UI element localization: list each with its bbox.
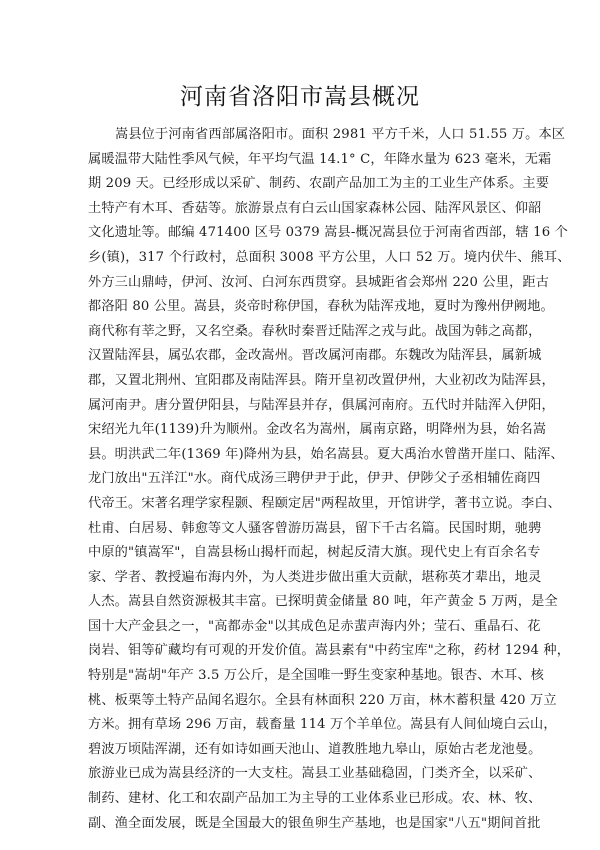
text-line: 特别是"嵩胡"年产 3.5 万公斤，是全国唯一野生变家种基地。银杏、木耳、核 [88,668,544,684]
text-line: 外方三山鼎峙，伊河、汝河、白河东西贯穿。县城距省会郑州 220 公里，距古 [88,274,550,290]
text-line: 土特产有木耳、香菇等。旅游景点有白云山国家森林公园、陆浑风景区、仰韶 [88,200,542,216]
text-line: 中原的"镇嵩军"，自嵩县杨山揭杆而起，树起反清大旗。现代史上有百余名专 [88,545,541,561]
text-line: 制药、建材、化工和农副产品加工为主导的工业体系业已形成。农、林、牧、 [88,791,542,807]
text-line: 方米。拥有草场 296 万亩，载畜量 114 万个羊单位。嵩县有人间仙境白云山， [88,717,557,733]
page-title: 河南省洛阳市嵩县概况 [180,84,420,110]
body-paragraph [88,123,571,836]
text-line: 属河南尹。唐分置伊阳县，与陆浑县并存，俱属河南府。五代时并陆浑入伊阳， [88,397,555,413]
text-line: 代帝王。宋著名理学家程颢、程颐定居"两程故里，开馆讲学，著书立说。李白、 [88,495,562,511]
text-line: 属暖温带大陆性季风气候，年平均气温 14.1° C，年降水量为 623 毫米，无霜 [88,151,552,167]
text-line: 乡(镇)，317 个行政村，总面积 3008 平方公里，人口 52 万。境内伏牛、熊耳、 [88,249,571,265]
text-line: 副、渔全面发展，既是全国最大的银鱼卵生产基地，也是国家"八五"期间首批 [88,815,541,831]
text-line: 岗岩、钼等矿藏均有可观的开发价值。嵩县素有"中药宝库"之称，药材 1294 种， [88,643,571,659]
text-line: 期 209 天。已经形成以采矿、制药、农副产品加工为主的工业生产体系。主要 [88,176,550,192]
text-line: 宋绍光九年(1139)升为顺州。金改名为嵩州，属南京路，明降州为县，始名嵩 [88,422,547,438]
text-line: 县。明洪武二年(1369 年)降州为县，始名嵩县。夏大禹治水曾凿开崖口、陆浑、 [88,446,564,462]
text-line: 家、学者、教授遍布海内外，为人类进步做出重大贡献，堪称英才辈出，地灵 [88,569,542,585]
text-line: 碧波万顷陆浑湖，还有如诗如画天池山、道教胜地九皋山，原始古老龙池曼。 [88,741,542,757]
text-line: 龙门放出"五洋江"水。商代成汤三聘伊尹于此，伊尹、伊陟父子丞相辅佐商四 [88,471,541,487]
text-line: 桃、板栗等土特产品闻名遐尔。全县有林面积 220 万亩，林木蓄积量 420 万立 [88,692,557,708]
text-line: 郡，又置北荆州、宜阳郡及南陆浑县。隋开皇初改置伊州，大业初改为陆浑县， [88,372,555,388]
text-line: 都洛阳 80 公里。嵩县，炎帝时称伊国，春秋为陆浑戎地，夏时为豫州伊阙地。 [88,299,554,315]
text-line: 文化遗址等。邮编 471400 区号 0379 嵩县-概况嵩县位于河南省西部，辖 16 个 [88,225,568,241]
text-line: 旅游业已成为嵩县经济的一大支柱。嵩县工业基础稳固，门类齐全，以采矿、 [88,766,542,782]
text-line: 人杰。嵩县自然资源极其丰富。已探明黄金储量 80 吨，年产黄金 5 万两，是全 [88,594,558,610]
text-line: 杜甫、白居易、韩愈等文人骚客曾游历嵩县，留下千古名篇。民国时期，驰骋 [88,520,542,536]
text-line: 汉置陆浑县，属弘农郡，金改嵩州。晋改属河南郡。东魏改为陆浑县，属新城 [88,348,542,364]
text-line: 商代称有莘之野，又名空桑。春秋时秦晋迁陆浑之戎与此。战国为韩之高都， [88,323,542,339]
text-line: 嵩县位于河南省西部属洛阳市。面积 2981 平方千米，人口 51.55 万。本区 [115,127,566,142]
text-line: 国十大产金县之一，"高都赤金"以其成色足赤蜚声海内外；莹石、重晶石、花 [88,618,541,634]
